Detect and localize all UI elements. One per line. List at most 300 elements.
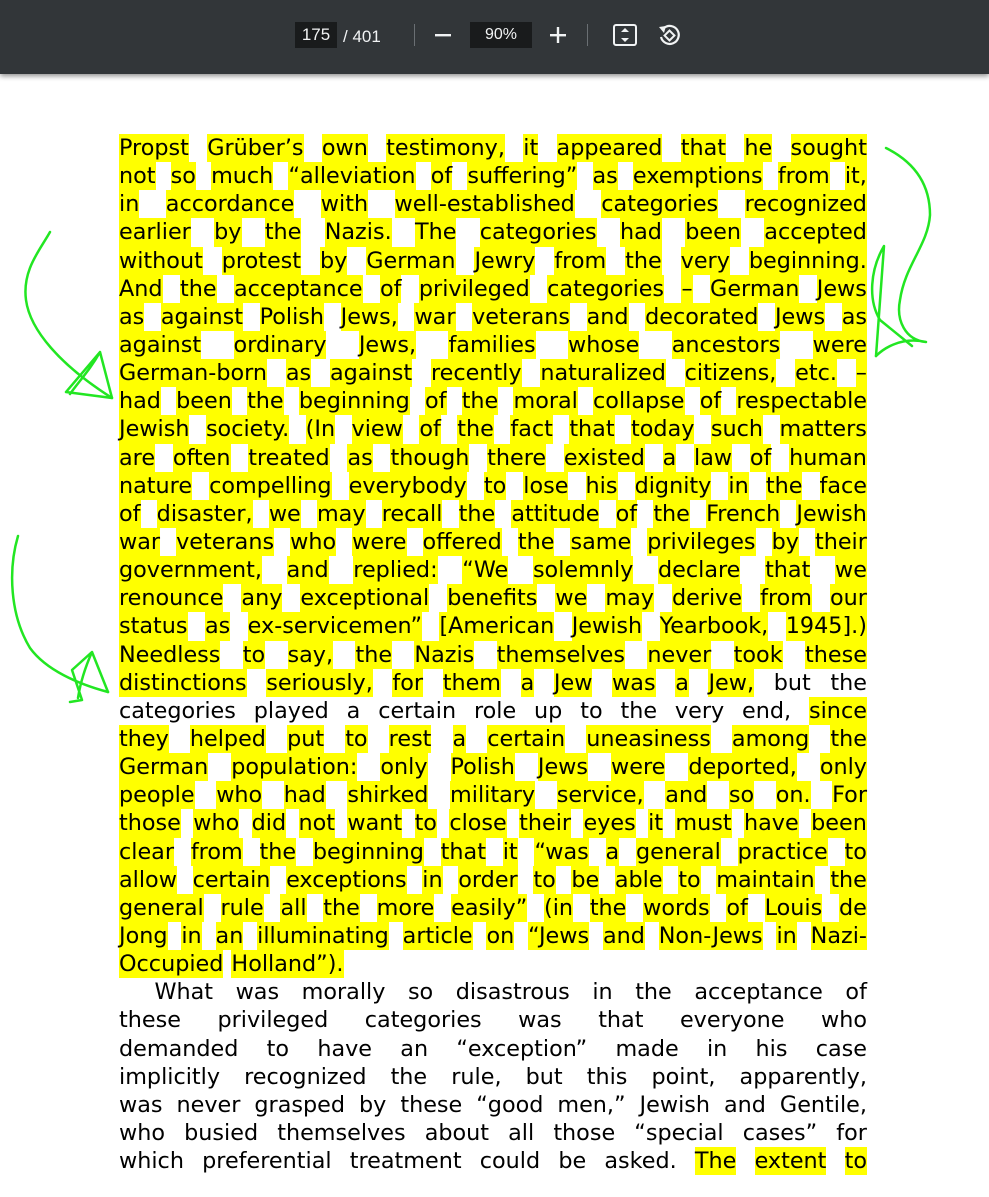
highlighted-word: to: [242, 641, 266, 668]
highlighted-word: though: [390, 444, 470, 471]
highlighted-word: there: [487, 444, 547, 471]
highlighted-word: their: [814, 528, 867, 555]
highlighted-word: own: [321, 135, 368, 161]
highlighted-word: lose: [523, 472, 569, 499]
highlighted-word: to: [483, 472, 507, 499]
text-line: [119, 162, 867, 190]
highlighted-word: had: [283, 782, 326, 809]
highlighted-word: categories: [547, 275, 665, 302]
highlighted-word: ordinary: [233, 331, 327, 358]
highlighted-word: took: [733, 641, 783, 668]
highlighted-word: allow: [119, 866, 177, 893]
word: an: [400, 1035, 429, 1062]
highlighted-word: war: [119, 528, 161, 555]
highlighted-word: the: [517, 528, 555, 555]
highlighted-word: the: [765, 472, 803, 499]
highlighted-word: only: [380, 754, 428, 781]
highlighted-word: veterans: [472, 303, 571, 330]
highlighted-word: for: [392, 669, 424, 696]
highlighted-word: the: [247, 388, 284, 415]
highlighted-word: general: [636, 838, 721, 865]
word: a: [346, 697, 361, 724]
highlighted-word: of: [749, 444, 772, 471]
word: the: [635, 979, 672, 1006]
highlighted-word: compelling: [209, 472, 332, 499]
word: of: [845, 979, 867, 1006]
highlighted-word: Polish: [450, 754, 515, 781]
highlighted-word: “We: [462, 557, 509, 584]
highlighted-word: the: [457, 416, 494, 443]
highlighted-word: the: [625, 247, 662, 274]
highlighted-word: was: [612, 669, 656, 696]
highlighted-word: clear: [119, 838, 175, 865]
highlighted-word: the: [264, 219, 302, 246]
word: be: [558, 1148, 587, 1175]
word: cases”: [742, 1119, 818, 1146]
word: in: [706, 1035, 728, 1062]
word: grasped: [254, 1091, 346, 1118]
word: was: [235, 979, 280, 1006]
highlighted-word: as: [119, 303, 145, 330]
highlighted-word: Nazi-: [810, 922, 867, 949]
highlighted-word: not: [298, 810, 336, 837]
word: acceptance: [694, 979, 823, 1006]
highlighted-word: treated: [248, 444, 330, 471]
highlighted-word: from: [760, 585, 812, 612]
text-line: [119, 978, 867, 1006]
highlighted-word: categories: [479, 219, 597, 246]
highlighted-word: it,: [844, 163, 867, 190]
text-line: [119, 838, 867, 866]
highlighted-word: as: [347, 444, 373, 471]
highlighted-word: have: [744, 810, 799, 837]
highlighted-word: disaster,: [156, 500, 253, 527]
highlighted-word: by: [214, 219, 242, 246]
text-line: [119, 303, 867, 331]
highlighted-word: shirked: [347, 782, 429, 809]
word: played: [253, 697, 329, 724]
highlighted-word: society.: [205, 416, 290, 443]
highlighted-word: offered: [422, 528, 502, 555]
highlighted-word: Jewish: [119, 416, 190, 443]
highlighted-word: Jew,: [708, 669, 755, 696]
word: the: [620, 697, 658, 724]
highlighted-word: maintain: [716, 866, 815, 893]
word: disastrous: [455, 979, 570, 1006]
highlighted-word: Holland”).: [231, 951, 344, 978]
text-line: [119, 697, 867, 725]
word: rule,: [451, 1063, 502, 1090]
text-line: [119, 781, 867, 809]
highlighted-word: against: [329, 360, 413, 387]
word: up: [534, 697, 563, 724]
highlighted-word: the: [830, 725, 867, 752]
highlighted-word: it: [502, 838, 518, 865]
highlighted-word: did: [251, 810, 287, 837]
word: in: [592, 979, 613, 1006]
highlighted-word: themselves: [496, 641, 626, 668]
text-line: [119, 556, 867, 584]
highlighted-word: Jewish: [571, 613, 643, 640]
highlighted-word: protest: [221, 247, 302, 274]
highlighted-word: Non-Jews: [658, 922, 763, 949]
highlighted-word: Jewish: [796, 500, 867, 527]
text-line: [119, 415, 867, 443]
highlighted-word: may: [605, 585, 654, 612]
highlighted-word: general: [119, 894, 204, 921]
highlighted-word: status: [119, 613, 188, 640]
page-total-label: / 401: [343, 27, 381, 46]
highlighted-word: the: [323, 894, 360, 921]
highlighted-word: recall: [381, 500, 443, 527]
text-line: [119, 1147, 867, 1175]
text-line: [119, 1119, 867, 1147]
highlighted-word: the: [458, 500, 496, 527]
highlighted-word: everybody: [348, 472, 467, 499]
highlighted-word: Nazis: [414, 641, 475, 668]
highlighted-word: Louis: [764, 894, 823, 921]
text-line: [119, 669, 867, 697]
highlighted-word: 1945].): [785, 613, 867, 640]
highlighted-word: to: [345, 725, 368, 752]
highlighted-word: among: [731, 725, 810, 752]
highlighted-word: in: [422, 866, 443, 893]
highlighted-word: were: [812, 331, 867, 358]
highlighted-word: of: [430, 163, 453, 190]
word: about: [424, 1119, 490, 1146]
highlighted-word: benefits: [447, 585, 538, 612]
highlighted-word: and: [602, 922, 645, 949]
highlighted-word: [American: [439, 613, 555, 640]
text-line: [119, 1035, 867, 1063]
text-line: [119, 894, 867, 922]
highlighted-word: may: [316, 500, 366, 527]
highlighted-word: derive: [671, 585, 743, 612]
highlighted-word: been: [685, 219, 741, 246]
word: Jewish: [639, 1091, 711, 1118]
word: these: [119, 1007, 181, 1034]
highlighted-word: a: [675, 669, 689, 696]
highlighted-word: on: [486, 922, 515, 949]
highlighted-word: since: [809, 697, 867, 724]
highlighted-word: (In: [305, 416, 336, 443]
highlighted-word: those: [119, 810, 181, 837]
highlighted-word: of: [379, 275, 402, 302]
word: “exception”: [456, 1035, 588, 1062]
highlighted-word: of: [615, 500, 638, 527]
highlighted-word: view: [351, 416, 403, 443]
word: “good: [476, 1091, 544, 1118]
word: apparently,: [739, 1063, 867, 1090]
highlighted-word: of: [726, 894, 748, 921]
highlighted-word: against: [160, 303, 244, 330]
highlighted-word: who: [290, 528, 337, 555]
word: What: [119, 979, 214, 1006]
highlighted-word: the: [653, 500, 690, 527]
highlighted-word: practice: [737, 838, 828, 865]
highlighted-word: Grüber’s: [207, 135, 304, 161]
highlighted-word: privileged: [418, 275, 530, 302]
highlighted-word: “alleviation: [288, 163, 416, 190]
word: could: [479, 1148, 541, 1175]
word: for: [836, 1119, 867, 1146]
word: was: [518, 1007, 562, 1034]
word: morally: [301, 979, 386, 1006]
word: his: [755, 1035, 788, 1062]
word: recognized: [244, 1063, 367, 1090]
zoom-in-button[interactable]: [541, 18, 575, 52]
word: treatment: [349, 1148, 462, 1175]
highlighted-word: say,: [287, 641, 334, 668]
highlighted-word: testimony,: [386, 135, 505, 161]
highlighted-word: the: [461, 388, 499, 415]
highlighted-word: put: [287, 725, 325, 752]
highlighted-word: any: [241, 585, 283, 612]
highlighted-word: “was: [534, 838, 589, 865]
highlighted-word: to: [533, 866, 556, 893]
highlighted-word: Jewry: [474, 247, 536, 274]
highlighted-word: today: [631, 416, 695, 443]
highlighted-word: as: [285, 360, 312, 387]
highlighted-word: it: [648, 810, 664, 837]
highlighted-word: same: [570, 528, 632, 555]
fit-to-page-button[interactable]: [608, 18, 642, 52]
highlighted-word: not: [119, 163, 156, 190]
text-line: [119, 866, 867, 894]
highlighted-word: solemnly: [532, 557, 634, 584]
highlighted-word: the: [355, 641, 393, 668]
text-line: [119, 809, 867, 837]
word: role: [473, 697, 517, 724]
highlighted-word: beginning.: [748, 247, 867, 274]
highlighted-word: respectable: [736, 388, 867, 415]
word: who: [119, 1119, 166, 1146]
highlighted-word: such: [710, 416, 764, 443]
highlighted-word: article: [402, 922, 473, 949]
highlighted-word: exemptions: [632, 163, 763, 190]
highlighted-word: moral: [513, 388, 578, 415]
highlighted-word: German: [366, 247, 456, 274]
highlighted-word: exceptional: [300, 585, 430, 612]
highlighted-word: he: [744, 135, 773, 161]
highlighted-word: been: [176, 388, 232, 415]
text-line: [119, 247, 867, 275]
highlighted-word: illuminating: [257, 922, 389, 949]
highlighted-word: The: [414, 219, 457, 246]
highlighted-word: beginning: [312, 838, 424, 865]
highlighted-word: German: [119, 754, 209, 781]
highlighted-word: only: [819, 754, 867, 781]
word: these: [400, 1091, 463, 1118]
text-line: [119, 359, 867, 387]
word: privileged: [217, 1007, 329, 1034]
highlighted-word: a: [452, 725, 467, 752]
highlighted-word: to: [844, 1148, 867, 1175]
text-line: [119, 1091, 867, 1119]
highlighted-word: matters: [779, 416, 867, 443]
fit-to-page-icon: [612, 22, 638, 48]
highlighted-word: –: [855, 360, 867, 387]
highlighted-word: and: [665, 782, 708, 809]
highlighted-word: the: [589, 894, 627, 921]
highlighted-word: rest: [388, 725, 432, 752]
text-line: [119, 922, 867, 950]
highlighted-word: of: [419, 416, 441, 443]
highlighted-word: human: [789, 444, 867, 471]
highlighted-word: in: [728, 472, 749, 499]
highlighted-word: extent: [754, 1148, 827, 1175]
text-line: [119, 641, 867, 669]
highlighted-word: German-born: [119, 360, 268, 387]
word: was: [119, 1091, 163, 1118]
text-line: [119, 528, 867, 556]
highlighted-word: that: [765, 557, 811, 584]
highlighted-word: distinctions: [119, 669, 247, 696]
highlighted-word: government,: [119, 557, 263, 584]
highlighted-word: families: [448, 331, 536, 358]
highlighted-word: the: [259, 838, 297, 865]
word: which: [119, 1148, 184, 1175]
highlighted-word: of: [699, 388, 722, 415]
word: implicitly: [119, 1063, 221, 1090]
highlighted-word: we: [555, 585, 588, 612]
highlighted-word: military: [450, 782, 536, 809]
highlighted-word: these: [804, 641, 867, 668]
highlighted-word: so: [170, 163, 196, 190]
highlighted-word: veterans: [176, 528, 275, 555]
highlighted-word: replied:: [353, 557, 438, 584]
highlighted-word: we: [268, 500, 301, 527]
highlighted-word: to: [414, 810, 437, 837]
word: have: [317, 1035, 373, 1062]
highlighted-word: and: [586, 303, 629, 330]
highlighted-word: close: [449, 810, 507, 837]
word: by: [359, 1091, 387, 1118]
highlighted-word: were: [611, 754, 666, 781]
text-line: [119, 190, 867, 218]
text-line: [119, 444, 867, 472]
highlighted-word: dignity: [634, 472, 712, 499]
highlighted-word: in: [776, 922, 797, 949]
highlighted-word: want: [347, 810, 403, 837]
highlighted-word: service,: [556, 782, 644, 809]
highlighted-word: helped: [189, 725, 266, 752]
highlighted-word: we: [835, 557, 867, 584]
text-line: [119, 950, 867, 978]
highlighted-word: order: [458, 866, 518, 893]
highlighted-word: and: [286, 557, 329, 584]
highlighted-word: had: [119, 388, 161, 415]
zoom-level-input[interactable]: 90%: [470, 22, 532, 48]
highlighted-word: –: [681, 275, 693, 302]
highlighted-word: that: [680, 135, 727, 161]
highlighted-word: that: [569, 416, 615, 443]
text-line: [119, 1063, 867, 1091]
text-line: [119, 331, 867, 359]
highlighted-word: Nazis.: [324, 219, 392, 246]
word: Gentile,: [779, 1091, 867, 1118]
highlighted-word: The: [694, 1148, 737, 1175]
highlighted-word: who: [193, 810, 240, 837]
word: and: [724, 1091, 766, 1118]
highlighted-word: Needless: [119, 641, 221, 668]
text-line: [119, 387, 867, 415]
highlighted-word: recognized: [744, 191, 867, 218]
page-number-input[interactable]: 175: [295, 22, 337, 48]
highlighted-word: Jews: [816, 275, 867, 302]
highlighted-word: so: [728, 782, 755, 809]
word: men,”: [557, 1091, 626, 1118]
word: those: [553, 1119, 616, 1146]
highlighted-word: were: [352, 528, 407, 555]
highlighted-word: well-established: [394, 191, 575, 218]
word: asked.: [604, 1148, 677, 1175]
word: categories: [119, 697, 236, 724]
highlighted-word: by: [319, 247, 348, 274]
word: but: [525, 1063, 563, 1090]
text-line: [119, 612, 867, 640]
highlighted-word: And: [119, 275, 163, 302]
rotate-button[interactable]: [652, 18, 686, 52]
pdf-toolbar: [0, 0, 989, 74]
highlighted-word: Occupied: [119, 951, 224, 978]
highlighted-word: people: [119, 782, 195, 809]
word: end,: [742, 697, 792, 724]
highlighted-word: recently: [430, 360, 522, 387]
text-line: [119, 725, 867, 753]
highlighted-word: all: [280, 894, 307, 921]
page-text[interactable]: [119, 134, 867, 1175]
highlighted-word: collapse: [593, 388, 685, 415]
word: case: [815, 1035, 867, 1062]
word: who: [820, 1007, 867, 1034]
highlighted-word: fact: [510, 416, 553, 443]
highlighted-word: For: [832, 782, 867, 809]
highlighted-word: it: [523, 135, 539, 161]
highlighted-word: able: [614, 866, 663, 893]
highlighted-word: that: [440, 838, 486, 865]
zoom-out-button[interactable]: [426, 18, 460, 52]
highlighted-word: had: [619, 219, 662, 246]
highlighted-word: accepted: [764, 219, 867, 246]
highlighted-word: accordance: [165, 191, 295, 218]
highlighted-word: of: [119, 500, 141, 527]
text-line: [119, 584, 867, 612]
word: busied: [184, 1119, 259, 1146]
highlighted-word: French: [706, 500, 781, 527]
highlighted-word: from: [554, 247, 607, 274]
highlighted-word: deported,: [688, 754, 797, 781]
highlighted-word: Propst: [119, 135, 189, 161]
highlighted-word: their: [519, 810, 572, 837]
word: demanded: [119, 1035, 239, 1062]
text-line: [119, 134, 867, 162]
rotate-counterclockwise-icon: [656, 22, 682, 48]
plus-icon: [548, 25, 568, 45]
highlighted-word: seriously,: [266, 669, 373, 696]
highlighted-word: sought: [790, 135, 867, 161]
word: but: [773, 669, 811, 696]
highlighted-word: his: [585, 472, 618, 499]
highlighted-word: appeared: [556, 135, 663, 161]
highlighted-word: to: [678, 866, 701, 893]
word: “special: [634, 1119, 724, 1146]
highlighted-word: must: [675, 810, 732, 837]
highlighted-word: much: [211, 163, 274, 190]
highlighted-word: population:: [231, 754, 358, 781]
highlighted-word: an: [215, 922, 244, 949]
word: so: [407, 979, 434, 1006]
